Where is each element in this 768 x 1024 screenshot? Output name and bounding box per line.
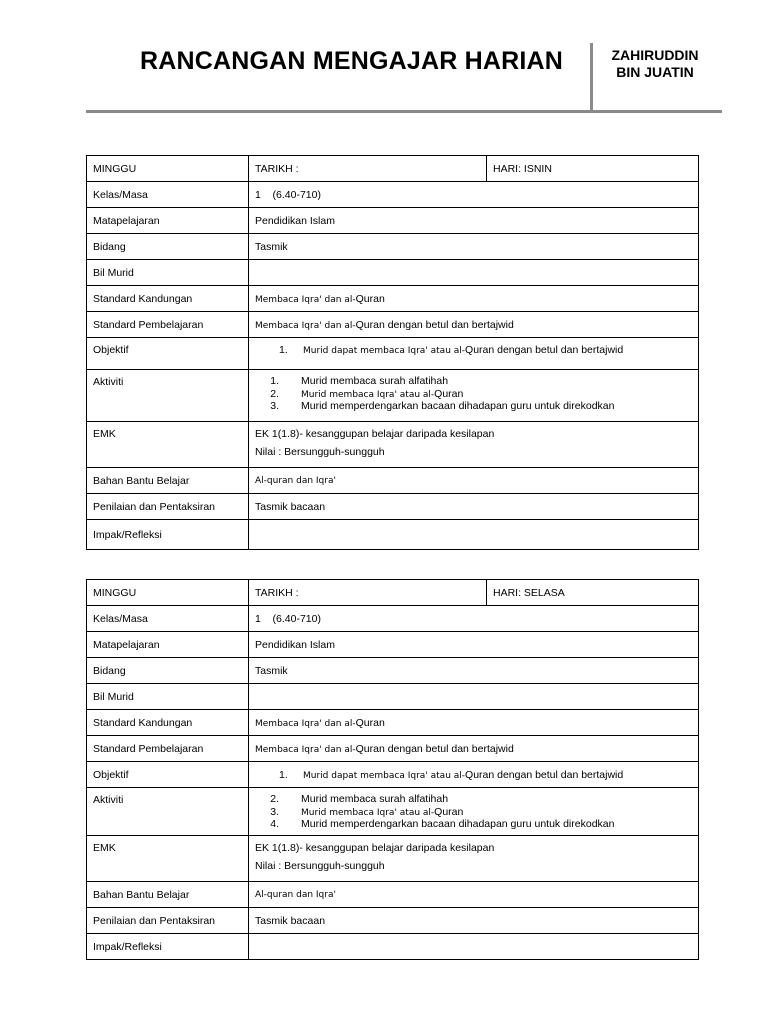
table-row <box>87 260 699 286</box>
page-header <box>0 0 768 115</box>
header-horizontal-divider <box>86 110 722 113</box>
standard-kandungan-text-a: Membaca Iqra' dan al- <box>255 718 356 729</box>
penilaian-value: Tasmik bacaan <box>249 908 699 934</box>
standard-pembelajaran-text-a: Membaca Iqra' dan al- <box>255 744 356 755</box>
list-item <box>255 401 692 414</box>
impak-refleksi-label: Impak/Refleksi <box>87 934 249 960</box>
standard-kandungan-value <box>249 710 699 736</box>
standard-pembelajaran-value <box>249 736 699 762</box>
table-row <box>87 580 699 606</box>
minggu-label: MINGGU <box>87 580 249 606</box>
penilaian-value: Tasmik bacaan <box>249 494 699 520</box>
list-item-number: 3. <box>270 400 279 412</box>
aktiviti-value <box>249 788 699 836</box>
objektif-number: 1. <box>279 344 288 356</box>
standard-pembelajaran-text-a: Membaca Iqra' dan al- <box>255 320 356 331</box>
table-row <box>87 286 699 312</box>
table-row <box>87 156 699 182</box>
table-row <box>87 494 699 520</box>
objektif-text-b: Quran dengan betul dan bertajwid <box>465 768 624 781</box>
table-row <box>87 684 699 710</box>
list-item <box>255 794 692 807</box>
bahan-bantu-belajar-value: Al-quran dan Iqra' <box>249 882 699 908</box>
standard-kandungan-text-a: Membaca Iqra' dan al- <box>255 294 356 305</box>
emk-line-1: EK 1(1.8)- kesanggupan belajar daripada kesilapan <box>255 842 495 854</box>
matapelajaran-value: Pendidikan Islam <box>249 632 699 658</box>
list-item <box>255 376 692 389</box>
impak-refleksi-value <box>249 934 699 960</box>
standard-pembelajaran-text-b: Quran dengan betul dan bertajwid <box>355 318 514 331</box>
list-item-text-a: Murid membaca Iqra' atau al- <box>301 807 435 818</box>
table-row <box>87 606 699 632</box>
table-row <box>87 208 699 234</box>
standard-kandungan-value <box>249 286 699 312</box>
author-name-line-1: ZAHIRUDDIN <box>611 47 699 63</box>
list-item-text-b: Murid memperdengarkan bacaan dihadapan guru untuk direkodkan <box>301 818 615 830</box>
objektif-value <box>249 762 699 788</box>
bidang-label: Bidang <box>87 234 249 260</box>
standard-kandungan-text-b: Quran <box>355 292 385 305</box>
list-item-number: 2. <box>270 387 279 400</box>
bahan-bantu-belajar-value: Al-quran dan Iqra' <box>249 468 699 494</box>
list-item-text-b: Quran <box>434 387 464 400</box>
list-item-number: 4. <box>270 818 279 830</box>
impak-refleksi-value <box>249 520 699 550</box>
emk-value <box>249 836 699 882</box>
table-row <box>87 836 699 882</box>
tarikh-label: TARIKH : <box>249 156 487 182</box>
penilaian-label: Penilaian dan Pentaksiran <box>87 494 249 520</box>
kelas-label: Kelas/Masa <box>87 182 249 208</box>
page-title: RANCANGAN MENGAJAR HARIAN <box>140 47 564 75</box>
lesson-plan-table-1 <box>86 155 699 550</box>
bil-murid-value <box>249 260 699 286</box>
author-name-line-2: BIN JUATIN <box>616 64 694 80</box>
lesson-plan-table-2 <box>86 579 699 960</box>
tarikh-label: TARIKH : <box>249 580 487 606</box>
list-item <box>255 819 692 832</box>
table-row <box>87 338 699 370</box>
aktiviti-list <box>255 376 692 414</box>
kelas-value: 1 (6.40-710) <box>249 182 699 208</box>
kelas-label: Kelas/Masa <box>87 606 249 632</box>
aktiviti-value <box>249 370 699 422</box>
list-item-text-b: Murid membaca surah alfatihah <box>301 375 449 387</box>
hari-label: HARI: SELASA <box>487 580 699 606</box>
hari-label: HARI: ISNIN <box>487 156 699 182</box>
standard-pembelajaran-label: Standard Pembelajaran <box>87 312 249 338</box>
table-row <box>87 182 699 208</box>
table-row <box>87 422 699 468</box>
emk-line-2: Nilai : Bersungguh-sungguh <box>255 860 385 872</box>
emk-value <box>249 422 699 468</box>
emk-line-1: EK 1(1.8)- kesanggupan belajar daripada kesilapan <box>255 428 495 440</box>
kelas-value: 1 (6.40-710) <box>249 606 699 632</box>
aktiviti-list <box>255 794 692 832</box>
table-row <box>87 632 699 658</box>
standard-kandungan-label: Standard Kandungan <box>87 710 249 736</box>
table-row <box>87 658 699 684</box>
table-row <box>87 934 699 960</box>
list-item-number: 3. <box>270 805 279 818</box>
standard-pembelajaran-text-b: Quran dengan betul dan bertajwid <box>355 742 514 755</box>
emk-label: EMK <box>87 422 249 468</box>
bidang-value: Tasmik <box>249 234 699 260</box>
bil-murid-label: Bil Murid <box>87 260 249 286</box>
list-item-text-a: Murid membaca Iqra' atau al- <box>301 389 435 400</box>
table-row <box>87 908 699 934</box>
objektif-text-a: Murid dapat membaca Iqra' atau al- <box>303 346 466 356</box>
aktiviti-label: Aktiviti <box>87 788 249 836</box>
table-row <box>87 370 699 422</box>
objektif-label: Objektif <box>87 338 249 370</box>
objektif-value <box>249 338 699 370</box>
objektif-label: Objektif <box>87 762 249 788</box>
author-name <box>600 47 710 81</box>
table-row <box>87 762 699 788</box>
list-item-text-b: Quran <box>434 805 464 818</box>
list-item-number: 2. <box>270 793 279 805</box>
matapelajaran-label: Matapelajaran <box>87 632 249 658</box>
bil-murid-label: Bil Murid <box>87 684 249 710</box>
bahan-bantu-belajar-label: Bahan Bantu Belajar <box>87 468 249 494</box>
objektif-item <box>255 769 692 781</box>
minggu-label: MINGGU <box>87 156 249 182</box>
bahan-bantu-belajar-label: Bahan Bantu Belajar <box>87 882 249 908</box>
aktiviti-label: Aktiviti <box>87 370 249 422</box>
objektif-item <box>255 344 692 356</box>
impak-refleksi-label: Impak/Refleksi <box>87 520 249 550</box>
table-row <box>87 468 699 494</box>
standard-kandungan-text-b: Quran <box>355 716 385 729</box>
standard-pembelajaran-label: Standard Pembelajaran <box>87 736 249 762</box>
penilaian-label: Penilaian dan Pentaksiran <box>87 908 249 934</box>
list-item-text-b: Murid memperdengarkan bacaan dihadapan guru untuk direkodkan <box>301 400 615 412</box>
standard-kandungan-label: Standard Kandungan <box>87 286 249 312</box>
objektif-text-b: Quran dengan betul dan bertajwid <box>465 344 624 356</box>
table-row <box>87 736 699 762</box>
list-item-number: 1. <box>270 375 279 387</box>
table-row <box>87 710 699 736</box>
table-row <box>87 234 699 260</box>
table-row <box>87 788 699 836</box>
emk-line-2: Nilai : Bersungguh-sungguh <box>255 446 385 458</box>
list-item-text-b: Murid membaca surah alfatihah <box>301 793 449 805</box>
bidang-label: Bidang <box>87 658 249 684</box>
table-row <box>87 520 699 550</box>
matapelajaran-label: Matapelajaran <box>87 208 249 234</box>
objektif-number: 1. <box>279 768 288 781</box>
header-vertical-divider <box>590 43 593 111</box>
emk-label: EMK <box>87 836 249 882</box>
objektif-text-a: Murid dapat membaca Iqra' atau al- <box>303 770 466 781</box>
matapelajaran-value: Pendidikan Islam <box>249 208 699 234</box>
bil-murid-value <box>249 684 699 710</box>
bidang-value: Tasmik <box>249 658 699 684</box>
table-row <box>87 882 699 908</box>
standard-pembelajaran-value <box>249 312 699 338</box>
table-row <box>87 312 699 338</box>
